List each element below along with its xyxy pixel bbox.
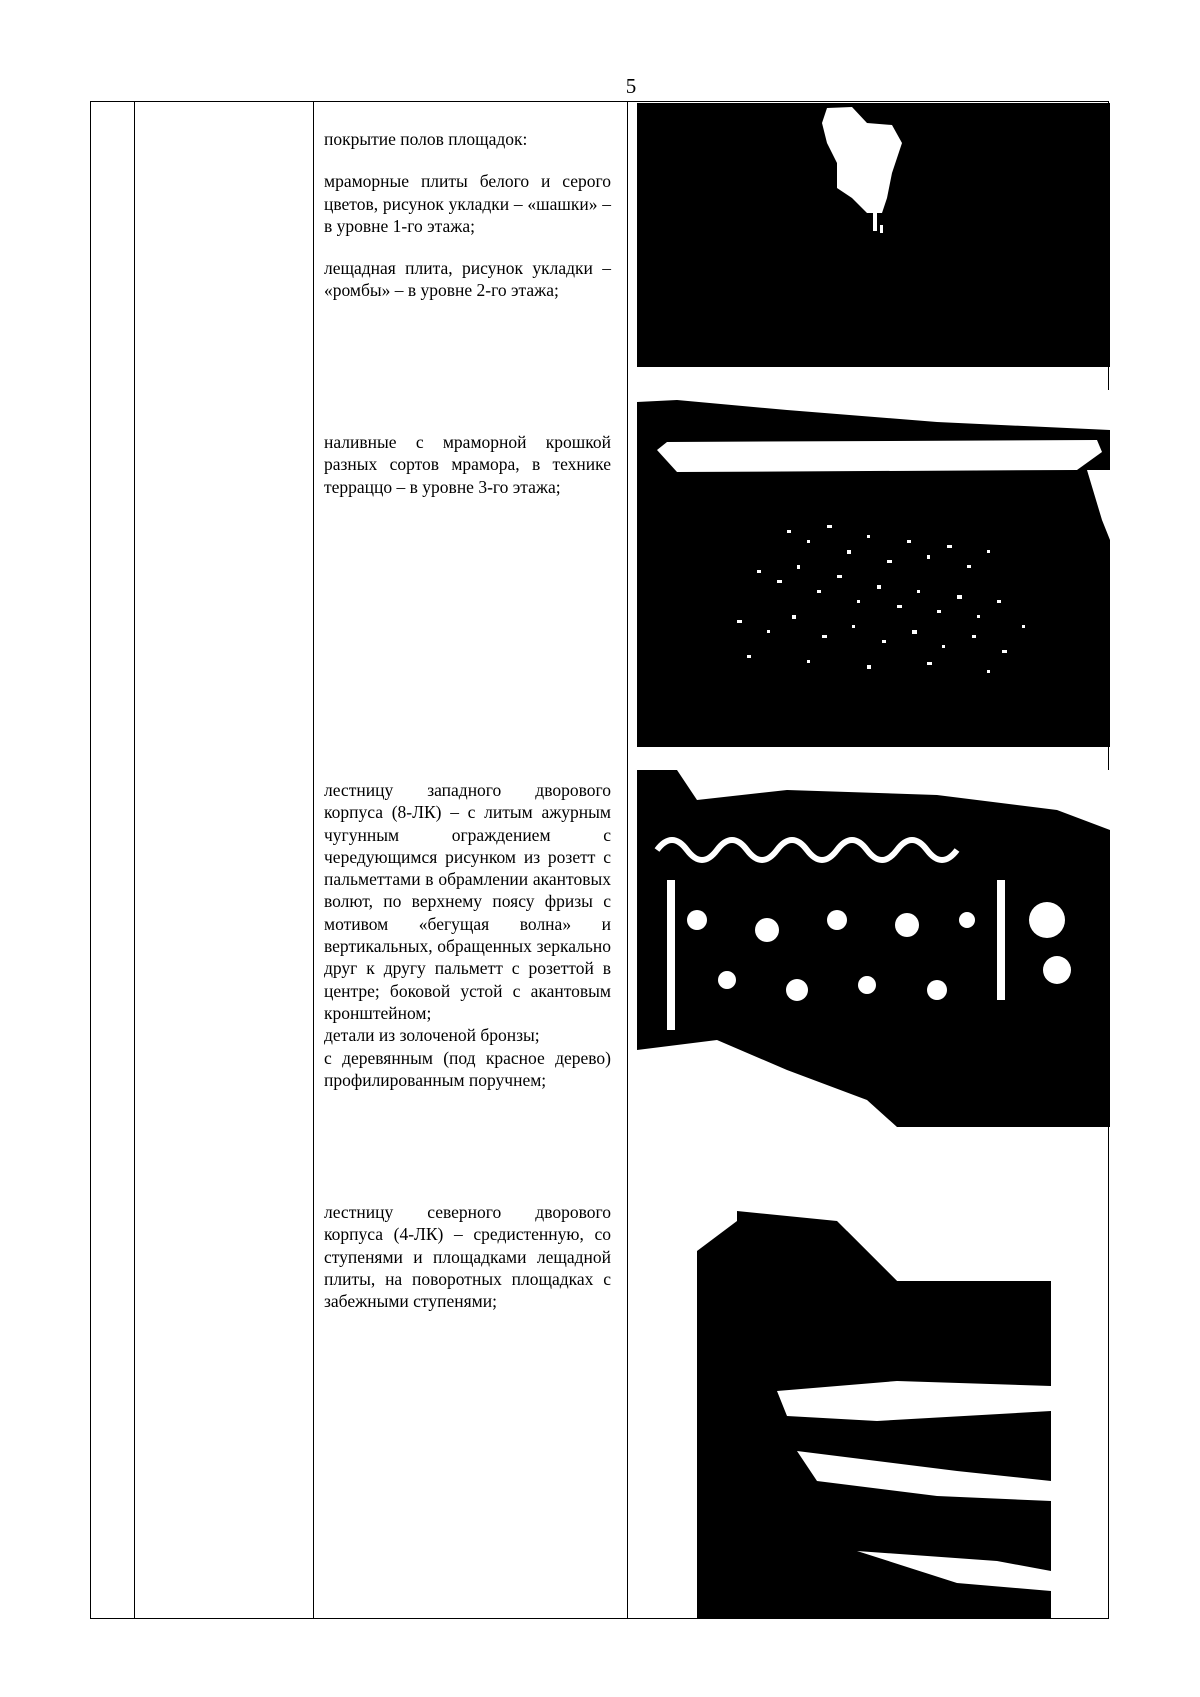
column-divider-3 bbox=[627, 102, 628, 1618]
entry-paragraph: мраморные плиты белого и серого цветов, рисунок укладки – «шашки» – в уровне 1-го этажа; bbox=[324, 171, 611, 236]
photo-floor-landing-1 bbox=[637, 103, 1110, 367]
entry-heading: покрытие полов площадок: bbox=[324, 129, 528, 149]
entry-paragraph: наливные с мраморной крошкой разных сортов мрамора, в технике терраццо – в уровне 3-го этажа; bbox=[324, 432, 611, 497]
entry-paragraph: лестницу северного дворового корпуса (4-ЛК) – средистенную, со ступенями и площадками лещадной плиты, на поворотных площадках с забежными ступенями; bbox=[324, 1202, 611, 1312]
entry-paragraph: лестницу западного дворового корпуса (8-ЛК) – с литым ажурным чугунным ограждением с чередующимся рисунком из розетт с пальметтами в обрамлении акантовых волют, по верхнему поясу фризы с мотивом «бегущая волна» и вертикальных, обращенных зеркально друг к другу пальметт с розеттой в центре; боковой устой с акантовым кронштейном; bbox=[324, 780, 611, 1023]
entry-paragraph: детали из золоченой бронзы; bbox=[324, 1025, 540, 1046]
photo-cast-iron-railing bbox=[637, 770, 1110, 1127]
entry-terrazzo bbox=[324, 431, 611, 498]
photo-terrazzo-floor-3 bbox=[637, 390, 1110, 747]
entry-west-staircase bbox=[324, 779, 611, 1091]
entry-floor-covering bbox=[324, 128, 611, 302]
column-divider-2 bbox=[313, 102, 314, 1618]
photo-north-staircase bbox=[697, 1151, 1051, 1618]
entry-north-staircase bbox=[324, 1201, 611, 1312]
column-divider-1 bbox=[134, 102, 135, 1618]
entry-paragraph: лещадная плита, рисунок укладки – «ромбы» – в уровне 2-го этажа; bbox=[324, 258, 611, 301]
page-number: 5 bbox=[625, 74, 637, 98]
entry-paragraph: с деревянным (под красное дерево) профилированным поручнем; bbox=[324, 1047, 611, 1090]
